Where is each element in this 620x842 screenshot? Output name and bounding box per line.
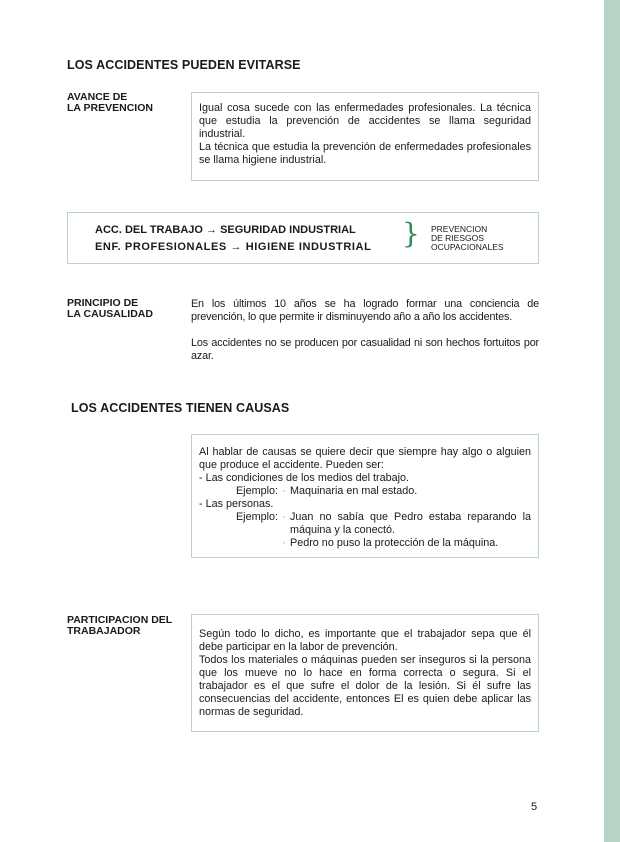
causas-item-condiciones: - Las condiciones de los medios del trabajo. (199, 472, 410, 484)
brace-icon: } (402, 217, 420, 250)
label-causalidad: PRINCIPIO DE LA CAUSALIDAD (67, 297, 153, 320)
bullet-icon: · (282, 485, 286, 497)
causalidad-paragraph-1: En los últimos 10 años se ha logrado formar una conciencia de prevención, lo que permite ir disminuyendo año a año los accidentes. (191, 298, 539, 323)
causas-item-personas: - Las personas. (199, 498, 274, 510)
avance-box (191, 92, 539, 181)
causalidad-paragraph-2: Los accidentes no se producen por casualidad ni son hechos fortuitos por azar. (191, 337, 539, 362)
bullet-icon: · (282, 511, 286, 523)
causas-box (191, 434, 539, 558)
avance-text (199, 102, 531, 167)
ejemplo-row-1: Ejemplo: · Maquinaria en mal estado. (235, 485, 418, 497)
causas-intro: Al hablar de causas se quiere decir que siempre hay algo o alguien que produce el accidente. Pueden ser: (199, 446, 531, 471)
avance-paragraph-2: La técnica que estudia la prevención de enfermedades profesionales se llama higiene industrial. (199, 141, 531, 166)
participacion-paragraph-2: Todos los materiales o máquinas pueden ser inseguros si la persona que los mueve no lo hace en forma correcta o segura. Si el trabajador es el que sufre el dolor de la lesión. Si él sufre las consecuencias del accidente, entonces El es quien debe aplicar las normas de seguridad. (199, 654, 531, 718)
side-color-bar (604, 0, 620, 842)
participacion-text (199, 628, 531, 719)
avance-paragraph-1: Igual cosa sucede con las enfermedades profesionales. La técnica que estudia la prevención de accidentes se llama seguridad industrial. (199, 102, 531, 140)
diagram-result: PREVENCION DE RIESGOS OCUPACIONALES (431, 224, 504, 252)
causalidad-text (191, 298, 539, 363)
section-heading-evitarse: LOS ACCIDENTES PUEDEN EVITARSE (67, 58, 301, 72)
bullet-icon: · (282, 537, 286, 549)
section-heading-causas: LOS ACCIDENTES TIENEN CAUSAS (71, 401, 290, 415)
label-participacion: PARTICIPACION DEL TRABAJADOR (67, 614, 173, 637)
diagram-row-accidentes: ACC. DEL TRABAJO → SEGURIDAD INDUSTRIAL (95, 224, 356, 236)
ejemplo-row-3: · Pedro no puso la protección de la máquina. (199, 537, 531, 550)
diagram-row-enfermedades: ENF. PROFESIONALES → HIGIENE INDUSTRIAL (95, 241, 372, 253)
page-number: 5 (531, 801, 538, 813)
participacion-box (191, 614, 539, 732)
diagram-box (67, 212, 539, 264)
ejemplo-row-2: Ejemplo: · Juan no sabía que Pedro estaba reparando la máquina y la conectó. (235, 511, 531, 536)
label-avance: AVANCE DE LA PREVENCION (67, 91, 153, 114)
participacion-paragraph-1: Según todo lo dicho, es importante que el trabajador sepa que él debe participar en la labor de prevención. (199, 628, 531, 653)
